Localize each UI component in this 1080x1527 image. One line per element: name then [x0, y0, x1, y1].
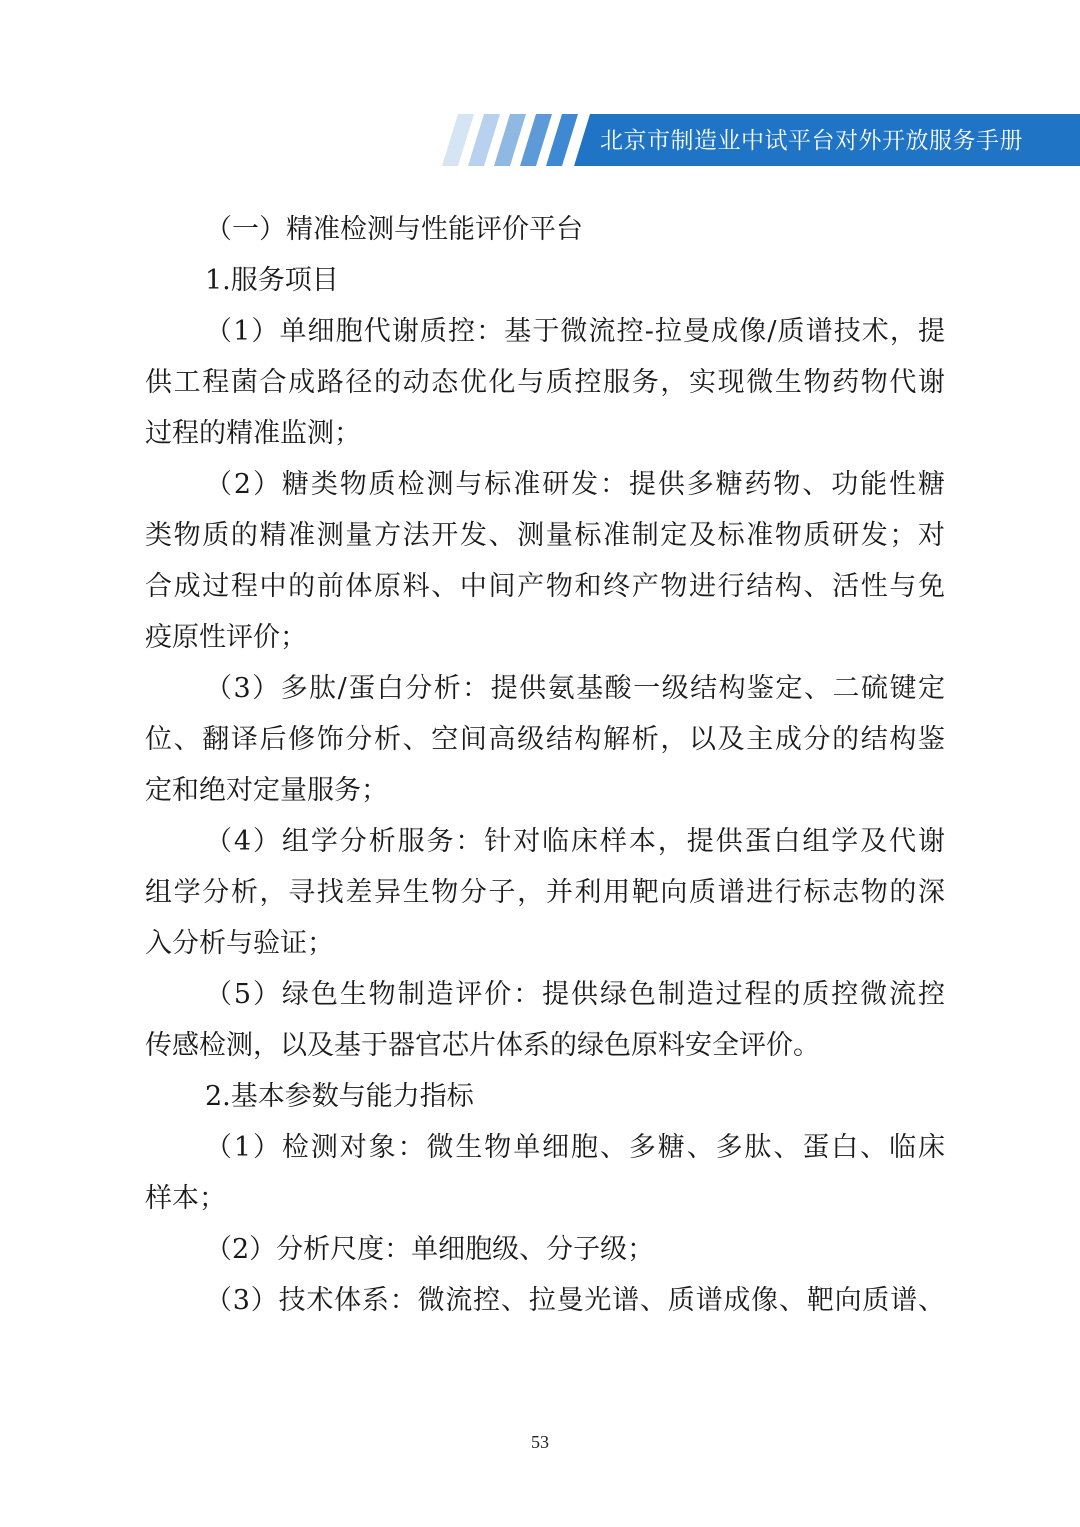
paragraph-line: （4）组学分析服务：针对临床样本，提供蛋白组学及代谢: [205, 826, 945, 857]
paragraph-line: 定和绝对定量服务；: [145, 775, 388, 806]
paragraph-line: 过程的精准监测；: [145, 418, 361, 449]
paragraph-line: （2）分析尺度：单细胞级、分子级；: [205, 1234, 655, 1265]
subheading-services: 1.服务项目: [205, 265, 339, 296]
paragraph-line: 传感检测，以及基于器官芯片体系的绿色原料安全评价。: [145, 1030, 820, 1061]
paragraph-line: 供工程菌合成路径的动态优化与质控服务，实现微生物药物代谢: [145, 367, 945, 398]
paragraph-line: （1）单细胞代谢质控：基于微流控-拉曼成像/质谱技术，提: [205, 316, 945, 347]
header-title: 北京市制造业中试平台对外开放服务手册: [600, 128, 1023, 154]
paragraph-line: 合成过程中的前体原料、中间产物和终产物进行结构、活性与免: [145, 571, 945, 602]
document-body: [145, 204, 945, 1326]
paragraph-line: （1）检测对象：微生物单细胞、多糖、多肽、蛋白、临床: [205, 1132, 945, 1163]
paragraph-line: （3）多肽/蛋白分析：提供氨基酸一级结构鉴定、二硫键定: [205, 673, 945, 704]
stripe-2: [468, 114, 500, 166]
paragraph-line: （2）糖类物质检测与标准研发：提供多糖药物、功能性糖: [205, 469, 945, 500]
stripe-4: [520, 114, 552, 166]
stripe-3: [494, 114, 526, 166]
paragraph-line: 样本；: [145, 1183, 226, 1214]
paragraph-line: 入分析与验证；: [145, 928, 334, 959]
paragraph-line: 组学分析，寻找差异生物分子，并利用靶向质谱进行标志物的深: [145, 877, 945, 908]
paragraph-line: （3）技术体系：微流控、拉曼光谱、质谱成像、靶向质谱、: [205, 1285, 945, 1316]
page-number: 53: [531, 1432, 549, 1452]
stripe-5: [546, 114, 578, 166]
paragraph-line: （5）绿色生物制造评价：提供绿色制造过程的质控微流控: [205, 979, 945, 1010]
stripe-1: [442, 114, 474, 166]
paragraph-line: 位、翻译后修饰分析、空间高级结构解析，以及主成分的结构鉴: [145, 724, 945, 755]
paragraph-line: 疫原性评价；: [145, 622, 307, 653]
subheading-parameters: 2.基本参数与能力指标: [205, 1081, 474, 1112]
paragraph-line: 类物质的精准测量方法开发、测量标准制定及标准物质研发；对: [145, 520, 945, 551]
section-heading: （一）精准检测与性能评价平台: [205, 214, 583, 245]
